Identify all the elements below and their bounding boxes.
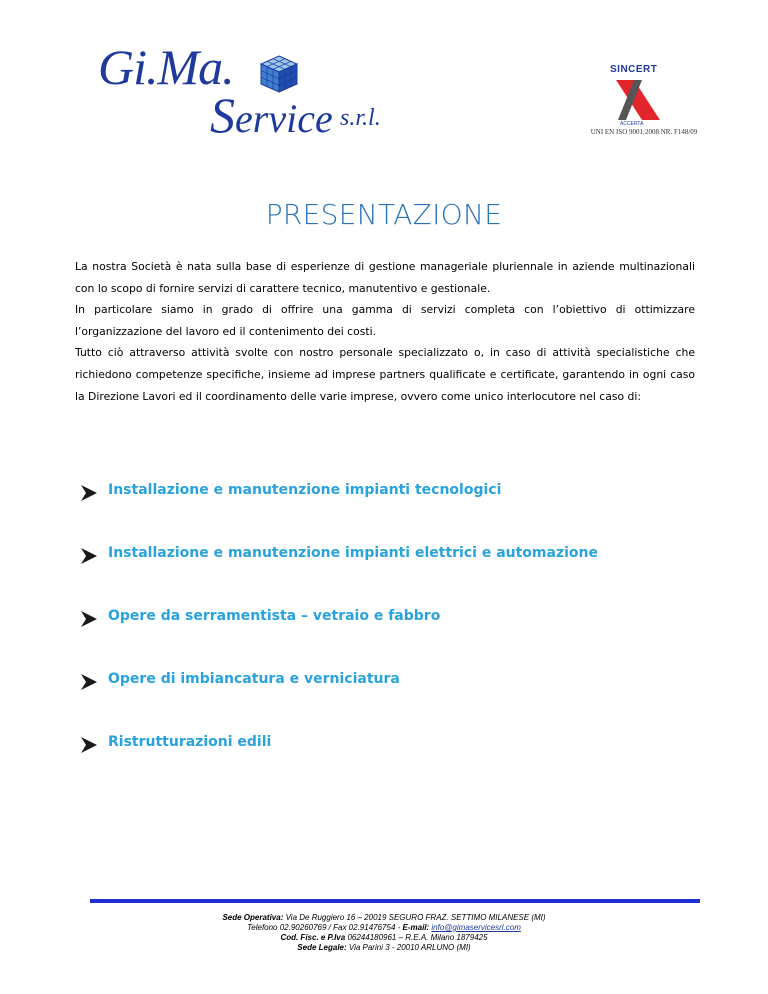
logo-gima-text: Gi.Ma. [98, 39, 234, 95]
certification-mark-icon [614, 76, 662, 124]
service-label: Installazione e manutenzione impianti elettrici e automazione [108, 545, 598, 561]
service-item [80, 667, 720, 730]
service-item [80, 478, 720, 541]
footer-line-legale: Sede Legale: Via Parini 3 - 20010 ARLUNO (MI) [297, 943, 471, 952]
service-label: Installazione e manutenzione impianti tecnologici [108, 482, 502, 498]
certification-sub: ACCERTA [620, 121, 644, 127]
logo-srl-text: s.r.l. [340, 105, 381, 131]
logo-service-text: Service [210, 87, 333, 143]
service-item [80, 541, 720, 604]
intro-paragraph: In particolare siamo in grado di offrire una gamma di servizi completa con l’obiettivo di ottimizzare l’organizzazione del lavoro ed il contenimento dei costi. [75, 303, 695, 338]
arrow-bullet-icon [80, 548, 98, 564]
arrow-bullet-icon [80, 485, 98, 501]
intro-paragraph: Tutto ciò attraverso attività svolte con nostro personale specializzato o, in caso di attività specialistiche che richiedono competenze specifiche, insieme ad imprese partners qualificate e certificate, garantendo in ogni caso la Direzione Lavori ed il coordinamento delle varie imprese, ovvero come unico interlocutore nel caso di: [75, 346, 695, 403]
arrow-bullet-icon [80, 611, 98, 627]
certification-name: SINCERT [610, 64, 658, 75]
intro-text [75, 256, 695, 407]
arrow-bullet-icon [80, 737, 98, 753]
certification-badge [570, 60, 720, 140]
page-title: PRESENTAZIONE [265, 198, 503, 231]
intro-paragraph: La nostra Società è nata sulla base di esperienze di gestione manageriale pluriennale in aziende multinazionali con lo scopo di fornire servizi di carattere tecnico, manutentivo e gestionale. [75, 260, 695, 295]
footer [0, 913, 768, 953]
service-label: Opere da serramentista – vetraio e fabbro [108, 608, 441, 624]
service-item [80, 604, 720, 667]
service-item [80, 730, 720, 793]
email-link[interactable]: info@gimaservicesrl.com [431, 923, 521, 932]
company-logo [92, 38, 412, 143]
cube-icon [257, 54, 301, 94]
footer-line-contacts: Telefono 02.90260769 / Fax 02.91476754 - E-mail: info@gimaservicesrl.com [247, 923, 521, 932]
service-label: Opere di imbiancatura e verniciatura [108, 671, 400, 687]
arrow-bullet-icon [80, 674, 98, 690]
services-list [80, 478, 720, 793]
footer-divider [90, 899, 700, 903]
service-label: Ristrutturazioni edili [108, 734, 272, 750]
footer-line-fiscal: Cod. Fisc. e P.Iva 06244180961 – R.E.A. Milano 1879425 [280, 933, 488, 942]
footer-line-operativa: Sede Operativa: Via De Ruggiero 16 – 20019 SEGURO FRAZ. SETTIMO MILANESE (MI) [222, 913, 546, 922]
certification-text: UNI EN ISO 9001:2008 NR. F148/09 [590, 128, 698, 136]
